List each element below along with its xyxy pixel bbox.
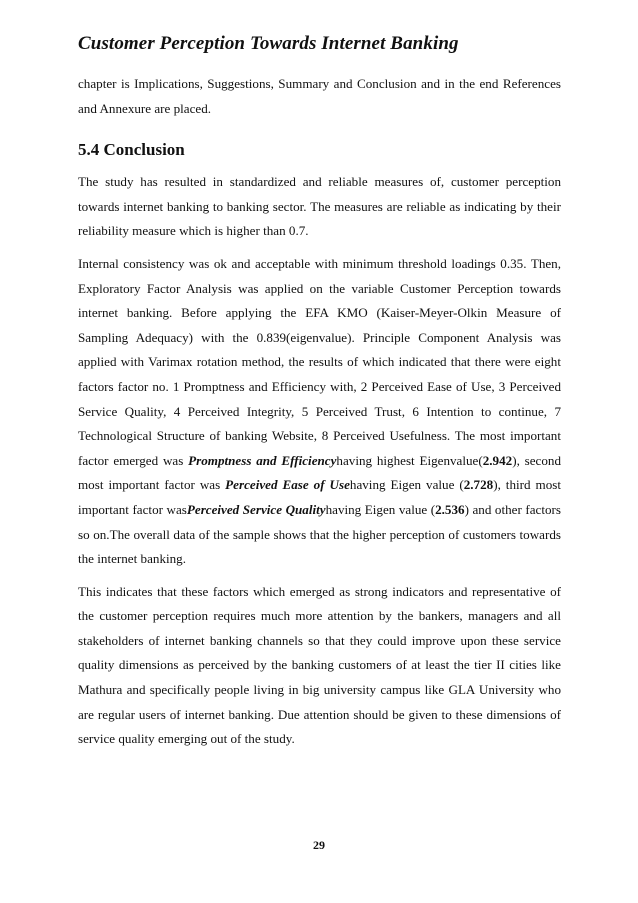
paragraph-2-text-6: having Eigen value ( [325, 501, 436, 517]
running-header-title: Customer Perception Towards Internet Banking [78, 33, 459, 54]
eigenvalue-factor-2: 2.728 [463, 477, 494, 493]
conclusion-paragraph-1: The study has resulted in standardized and reliable measures of, customer perception towards internet banking to banking sector. The measures are reliable as indicating by their reliability measure which is higher than 0.7. [78, 174, 561, 239]
page-body [78, 72, 561, 752]
eigenvalue-factor-1: 2.942 [482, 452, 513, 468]
factor-perceived-service-quality: Perceived Service Quality [186, 501, 326, 517]
factor-perceived-ease-of-use: Perceived Ease of Use [225, 477, 350, 493]
eigenvalue-factor-3: 2.536 [435, 501, 465, 517]
paragraph-2-text-5: ), third most important factor was [78, 477, 561, 517]
paragraph-2-text-4: having Eigen value ( [349, 477, 464, 493]
conclusion-paragraph-3: This indicates that these factors which emerged as strong indicators and representative of the customer perception requires much more attention by the bankers, managers and all stakeholders of internet banking channels so that they could improve upon these service quality dimensions as perceived by the banking customers of at least the tier II cities like Mathura and specifically people living in big university campus like GLA University who are regular users of internet banking. Due attention should be given to these dimensions of service quality emerging out of the study. [78, 583, 561, 747]
page-number: 29 [313, 838, 325, 852]
paragraph-2-text-1: Internal consistency was ok and acceptable with minimum threshold loadings 0.35. Then, Exploratory Factor Analysis was applied on the variable Customer Perception towards internet banking. Before applying the EFA KMO (Kaiser-Meyer-Olkin Measure of Sampling Adequacy) with the 0.839(eigenvalue). Principle Component Analysis was applied with Varimax rotation method, the results of which indicated that there were eight factors factor no. 1 Promptness and Efficiency with, 2 Perceived Ease of Use, 3 Perceived Service Quality, 4 Perceived Integrity, 5 Perceived Trust, 6 Intention to continue, 7 Technological Structure of banking Website, 8 Perceived Usefulness. The most important factor emerged was [78, 255, 561, 468]
conclusion-paragraph-2 [78, 252, 561, 572]
factor-promptness-efficiency: Promptness and Efficiency [188, 452, 337, 468]
intro-paragraph: chapter is Implications, Suggestions, Summary and Conclusion and in the end References and Annexure are placed. [78, 76, 561, 116]
section-heading: 5.4 Conclusion [78, 140, 185, 160]
paragraph-2-text-2: having highest Eigenvalue( [336, 452, 483, 468]
paragraph-2-text-7: ) and other factors so on.The overall data of the sample shows that the higher perception of customers towards the internet banking. [78, 501, 561, 567]
paragraph-2-text-3: ), second most important factor was [78, 452, 561, 493]
